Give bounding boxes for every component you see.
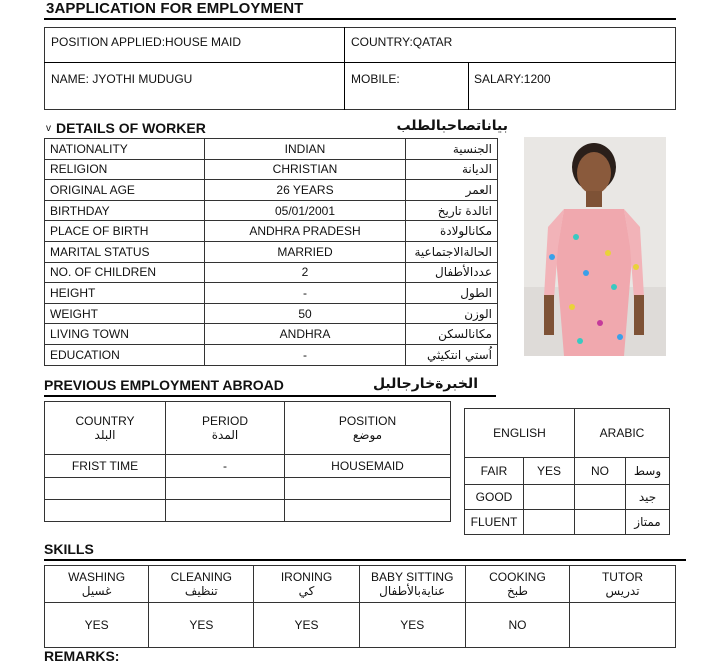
details-label-ar: مكانالولادة — [406, 221, 498, 242]
col-english: ENGLISH — [465, 409, 575, 458]
skills-heading: SKILLS — [44, 541, 94, 557]
language-row — [465, 485, 670, 510]
cell-empty — [166, 500, 285, 522]
details-label: MARITAL STATUS — [45, 241, 205, 262]
details-label: BIRTHDAY — [45, 200, 205, 221]
details-row — [45, 344, 498, 365]
arabic-level: NO — [575, 458, 626, 485]
cell-empty — [45, 478, 166, 500]
language-level: GOOD — [465, 485, 524, 510]
skill-header: BABY SITTING عنايةبالأطفال — [359, 566, 465, 603]
details-value: - — [205, 283, 406, 304]
details-label: HEIGHT — [45, 283, 205, 304]
country: COUNTRY:QATAR — [351, 35, 453, 49]
language-row — [465, 510, 670, 535]
applicant-photo — [524, 137, 666, 356]
details-value: CHRISTIAN — [205, 159, 406, 180]
previous-heading: PREVIOUS EMPLOYMENT ABROAD — [44, 377, 284, 393]
skill-value: YES — [45, 603, 149, 648]
language-level: FLUENT — [465, 510, 524, 535]
arabic-level — [575, 510, 626, 535]
skills-table — [44, 565, 676, 648]
details-row — [45, 324, 498, 345]
cell-country: FRIST TIME — [45, 455, 166, 478]
previous-employment-table — [44, 401, 451, 522]
col-position: POSITION موضع — [285, 402, 451, 455]
details-value: ANDHRA PRADESH — [205, 221, 406, 242]
details-heading: DETAILS OF WORKER — [56, 120, 206, 136]
details-label-ar: عددالأطفال — [406, 262, 498, 283]
skill-header: IRONING كي — [254, 566, 359, 603]
english-level — [524, 485, 575, 510]
applicant-name: NAME: JYOTHI MUDUGU — [51, 72, 193, 86]
details-label: RELIGION — [45, 159, 205, 180]
details-heading-ar: بياناتصاحبالطلب — [396, 118, 508, 134]
details-table — [44, 138, 498, 366]
cell-empty — [285, 500, 451, 522]
col-period: PERIOD المدة — [166, 402, 285, 455]
salary: SALARY:1200 — [474, 72, 551, 86]
previous-heading-ar: الخبرةخارجالبل — [372, 376, 478, 392]
details-label-ar: الحالةالاجتماعية — [406, 241, 498, 262]
details-label-ar: الديانة — [406, 159, 498, 180]
details-row — [45, 241, 498, 262]
details-label: ORIGINAL AGE — [45, 180, 205, 201]
details-label: PLACE OF BIRTH — [45, 221, 205, 242]
col-country: COUNTRY البلد — [45, 402, 166, 455]
position-applied: POSITION APPLIED:HOUSE MAID — [51, 35, 242, 49]
details-row — [45, 221, 498, 242]
details-value: MARRIED — [205, 241, 406, 262]
cell-empty — [285, 478, 451, 500]
language-table — [464, 408, 670, 535]
mobile: MOBILE: — [351, 72, 400, 86]
details-label: NO. OF CHILDREN — [45, 262, 205, 283]
cell-position: HOUSEMAID — [285, 455, 451, 478]
details-row — [45, 200, 498, 221]
details-row — [45, 283, 498, 304]
remarks-heading: REMARKS: — [44, 648, 120, 664]
details-marker: v — [46, 123, 51, 134]
details-value: - — [205, 344, 406, 365]
col-arabic: ARABIC — [575, 409, 670, 458]
title-rule — [44, 18, 676, 20]
skill-value: YES — [254, 603, 359, 648]
details-value: 50 — [205, 303, 406, 324]
language-level-ar: وسط — [626, 458, 670, 485]
skill-value: YES — [359, 603, 465, 648]
details-label: LIVING TOWN — [45, 324, 205, 345]
details-label: NATIONALITY — [45, 139, 205, 160]
details-label: WEIGHT — [45, 303, 205, 324]
details-label-ar: الوزن — [406, 303, 498, 324]
skill-header: WASHING غسيل — [45, 566, 149, 603]
cell-period: - — [166, 455, 285, 478]
form-title: 3APPLICATION FOR EMPLOYMENT — [46, 0, 304, 17]
english-level: YES — [524, 458, 575, 485]
details-row — [45, 180, 498, 201]
skill-value: YES — [149, 603, 254, 648]
details-row — [45, 139, 498, 160]
arabic-level — [575, 485, 626, 510]
details-label: EDUCATION — [45, 344, 205, 365]
details-row — [45, 159, 498, 180]
details-label-ar: الطول — [406, 283, 498, 304]
details-label-ar: مكانالسكن — [406, 324, 498, 345]
details-value: 05/01/2001 — [205, 200, 406, 221]
details-row — [45, 262, 498, 283]
language-level: FAIR — [465, 458, 524, 485]
details-value: INDIAN — [205, 139, 406, 160]
language-level-ar: جيد — [626, 485, 670, 510]
details-row — [45, 303, 498, 324]
details-value: ANDHRA — [205, 324, 406, 345]
details-value: 2 — [205, 262, 406, 283]
details-label-ar: اُستي انتكيثي — [406, 344, 498, 365]
cell-empty — [166, 478, 285, 500]
skill-value: NO — [465, 603, 569, 648]
details-value: 26 YEARS — [205, 180, 406, 201]
details-label-ar: العمر — [406, 180, 498, 201]
skill-value — [570, 603, 676, 648]
skill-header: TUTOR تدريس — [570, 566, 676, 603]
language-row — [465, 458, 670, 485]
skill-header: COOKING طبخ — [465, 566, 569, 603]
english-level — [524, 510, 575, 535]
details-label-ar: اتالدة تاريخ — [406, 200, 498, 221]
cell-empty — [45, 500, 166, 522]
skill-header: CLEANING تنظيف — [149, 566, 254, 603]
details-label-ar: الجنسية — [406, 139, 498, 160]
language-level-ar: ممتاز — [626, 510, 670, 535]
